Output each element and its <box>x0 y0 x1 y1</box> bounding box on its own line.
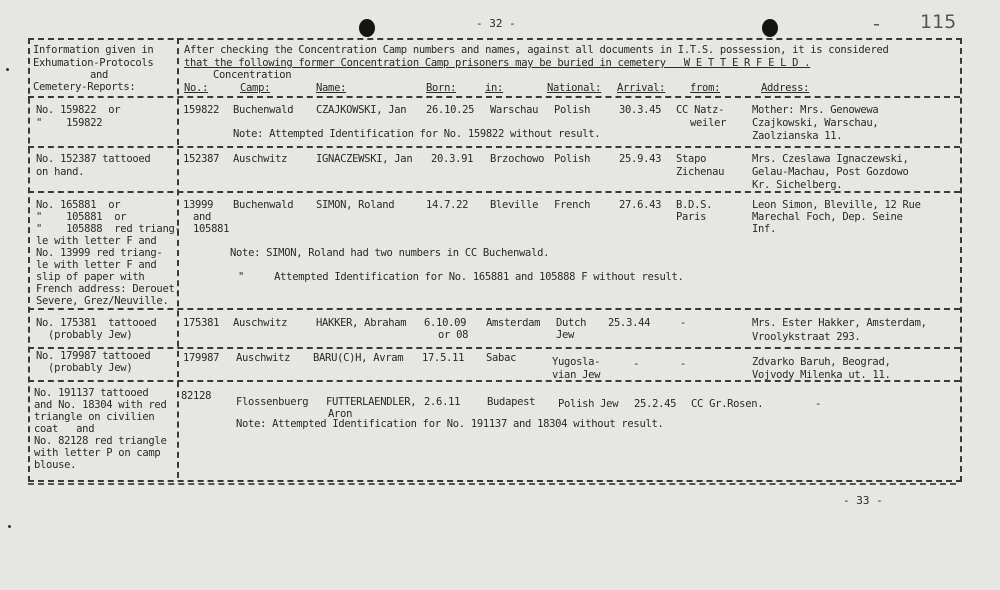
punch-hole-left <box>359 19 375 37</box>
cell-no: 179987 <box>183 352 220 364</box>
column-header-no: No.: <box>184 82 209 94</box>
cell-national: French <box>554 199 591 211</box>
row-note: Note: Attempted Identification for No. 159822 without result. <box>233 128 601 140</box>
cell-no: and <box>193 211 212 223</box>
row-note: Note: SIMON, Roland had two numbers in CC Buchenwald. <box>230 247 550 259</box>
cell-born: 17.5.11 <box>422 352 465 364</box>
cell-camp: Flossenbuerg <box>236 396 309 408</box>
cell-address: Czajkowski, Warschau, <box>752 117 879 129</box>
cell-address: Mrs. Ester Hakker, Amsterdam, <box>752 317 927 329</box>
cell-born-in: Brzochowo <box>490 153 545 165</box>
row-info-line: le with letter F and <box>36 259 157 271</box>
cell-born-in: Bleville <box>490 199 539 211</box>
bottom-rule <box>28 483 956 485</box>
row-divider <box>28 146 960 148</box>
row-info-line: No. 13999 red triang- <box>36 247 163 259</box>
cell-from: Zichenau <box>676 166 725 178</box>
cell-no: 175381 <box>183 317 220 329</box>
row-info-line: French address: Derouet, <box>36 283 181 295</box>
cell-born-in: Sabac <box>486 352 517 364</box>
cell-name: BARU(C)H, Avram <box>313 352 404 364</box>
cell-no: 82128 <box>181 390 212 402</box>
header-info-line: Cemetery-Reports: <box>33 81 136 93</box>
row-info-line: with letter P on camp <box>34 447 161 459</box>
cell-camp: Buchenwald <box>233 199 294 211</box>
cell-no: 152387 <box>183 153 220 165</box>
cell-camp: Auschwitz <box>236 352 291 364</box>
row-divider <box>28 308 960 310</box>
column-divider <box>177 38 179 478</box>
cell-born: 14.7.22 <box>426 199 469 211</box>
row-info-line: slip of paper with <box>36 271 145 283</box>
row-note: Note: Attempted Identification for No. 191137 and 18304 without result. <box>236 418 664 430</box>
row-info-line: (probably Jew) <box>36 362 133 374</box>
cell-born: 6.10.09 <box>424 317 467 329</box>
cell-from: B.D.S. <box>676 199 713 211</box>
cell-arrival: - <box>633 358 640 370</box>
cell-address: Mother: Mrs. Genowewa <box>752 104 879 116</box>
row-info-line: " 105881 or <box>36 211 127 223</box>
cell-from: weiler <box>690 117 727 129</box>
header-info-line: Information given in <box>33 44 154 56</box>
column-header-arrival: Arrival: <box>617 82 666 94</box>
header-intro: After checking the Concentration Camp numbers and names, against all documents in I.T.S. possession, it is considered <box>184 44 889 56</box>
cell-address: Zaolzianska 11. <box>752 130 843 142</box>
cell-born: 26.10.25 <box>426 104 475 116</box>
cell-no: 159822 <box>183 104 220 116</box>
cell-born-in: Warschau <box>490 104 539 116</box>
folio-mark: - <box>873 13 880 35</box>
cell-name: IGNACZEWSKI, Jan <box>316 153 413 165</box>
cell-no: 105881 <box>193 223 230 235</box>
cell-name: SIMON, Roland <box>316 199 395 211</box>
column-header-national: National: <box>547 82 602 94</box>
row-info-line: triangle on civilien <box>34 411 155 423</box>
folio-number: 115 <box>920 11 957 33</box>
row-info-line: le with letter F and <box>36 235 157 247</box>
cell-national: Polish <box>554 104 591 116</box>
row-info-line: No. 179987 tattooed <box>36 350 151 362</box>
header-intro: that the following former Concentration Camp prisoners may be buried in cemetery W E T T E R F E L D . <box>184 57 811 69</box>
cell-address: Zdvarko Baruh, Beograd, <box>752 356 891 368</box>
header-info-line: Exhumation-Protocols <box>33 57 154 69</box>
column-header-in: in: <box>485 82 504 94</box>
page-number-bottom: - 33 - <box>843 494 883 507</box>
page-number-top: - 32 - <box>476 17 516 30</box>
cell-address: - <box>815 398 822 410</box>
cell-from: CC Gr.Rosen. <box>691 398 764 410</box>
row-info-line: No. 159822 or <box>36 104 121 116</box>
cell-national: Polish Jew <box>558 398 619 410</box>
cell-born-in: Amsterdam <box>486 317 541 329</box>
column-header-camp: Concentration <box>213 69 292 81</box>
cell-no: 13999 <box>183 199 214 211</box>
cell-address: Marechal Foch, Dep. Seine <box>752 211 903 223</box>
cell-from: CC Natz- <box>676 104 725 116</box>
cell-address: Leon Simon, Bleville, 12 Rue <box>752 199 921 211</box>
row-info-line: No. 191137 tattooed <box>34 387 149 399</box>
paper-speck <box>6 68 9 71</box>
row-info-line: " 105888 red triang- <box>36 223 181 235</box>
cell-arrival: 25.2.45 <box>634 398 677 410</box>
cell-camp: Auschwitz <box>233 153 288 165</box>
cell-from: - <box>680 358 687 370</box>
row-info-line: " 159822 <box>36 117 103 129</box>
cell-address: Gelau-Machau, Post Gozdowo <box>752 166 909 178</box>
header-divider <box>28 96 960 98</box>
row-info-line: No. 165881 or <box>36 199 121 211</box>
row-info-line: coat and <box>34 423 95 435</box>
cell-from: Stapo <box>676 153 707 165</box>
cell-born: or 08 <box>438 329 469 341</box>
cell-address: Inf. <box>752 223 777 235</box>
cell-arrival: 30.3.45 <box>619 104 662 116</box>
row-divider <box>28 347 960 349</box>
cell-national: vian Jew <box>552 369 601 381</box>
cell-name: Aron <box>328 408 353 420</box>
row-info-line: on hand. <box>36 166 85 178</box>
cell-arrival: 25.3.44 <box>608 317 651 329</box>
cell-from: - <box>680 317 687 329</box>
cell-name: HAKKER, Abraham <box>316 317 407 329</box>
row-info-line: No. 82128 red triangle <box>34 435 167 447</box>
cell-national: Yugosla- <box>552 356 601 368</box>
column-header-camp: Camp: <box>240 82 271 94</box>
cell-born-in: Budapest <box>487 396 536 408</box>
row-info-line: (probably Jew) <box>36 329 133 341</box>
cell-national: Jew <box>556 329 575 341</box>
cell-born: 2.6.11 <box>424 396 461 408</box>
cell-address: Vroolykstraat 293. <box>752 331 861 343</box>
row-info-line: No. 152387 tattooed <box>36 153 151 165</box>
cell-name: FUTTERLAENDLER, <box>326 396 417 408</box>
cell-from: Paris <box>676 211 707 223</box>
cell-camp: Auschwitz <box>233 317 288 329</box>
cell-arrival: 25.9.43 <box>619 153 662 165</box>
cell-address: Mrs. Czeslawa Ignaczewski, <box>752 153 909 165</box>
cell-national: Polish <box>554 153 591 165</box>
cell-address: Kr. Sichelberg. <box>752 179 843 191</box>
column-header-born: Born: <box>426 82 457 94</box>
cell-name: CZAJKOWSKI, Jan <box>316 104 407 116</box>
header-info-line: and <box>90 69 109 81</box>
cell-arrival: 27.6.43 <box>619 199 662 211</box>
punch-hole-right <box>762 19 778 37</box>
cell-camp: Buchenwald <box>233 104 294 116</box>
cell-address: Vojvody Milenka ut. 11. <box>752 369 891 381</box>
cell-born: 20.3.91 <box>431 153 474 165</box>
row-info-line: Severe, Grez/Neuville. <box>36 295 169 307</box>
row-info-line: and No. 18304 with red <box>34 399 167 411</box>
row-info-line: blouse. <box>34 459 77 471</box>
column-header-address: Address: <box>761 82 810 94</box>
row-note: " Attempted Identification for No. 165881 and 105888 F without result. <box>238 271 684 283</box>
row-info-line: No. 175381 tattooed <box>36 317 157 329</box>
paper-speck <box>8 525 11 528</box>
column-header-name: Name: <box>316 82 347 94</box>
cell-national: Dutch <box>556 317 587 329</box>
column-header-from: from: <box>690 82 721 94</box>
